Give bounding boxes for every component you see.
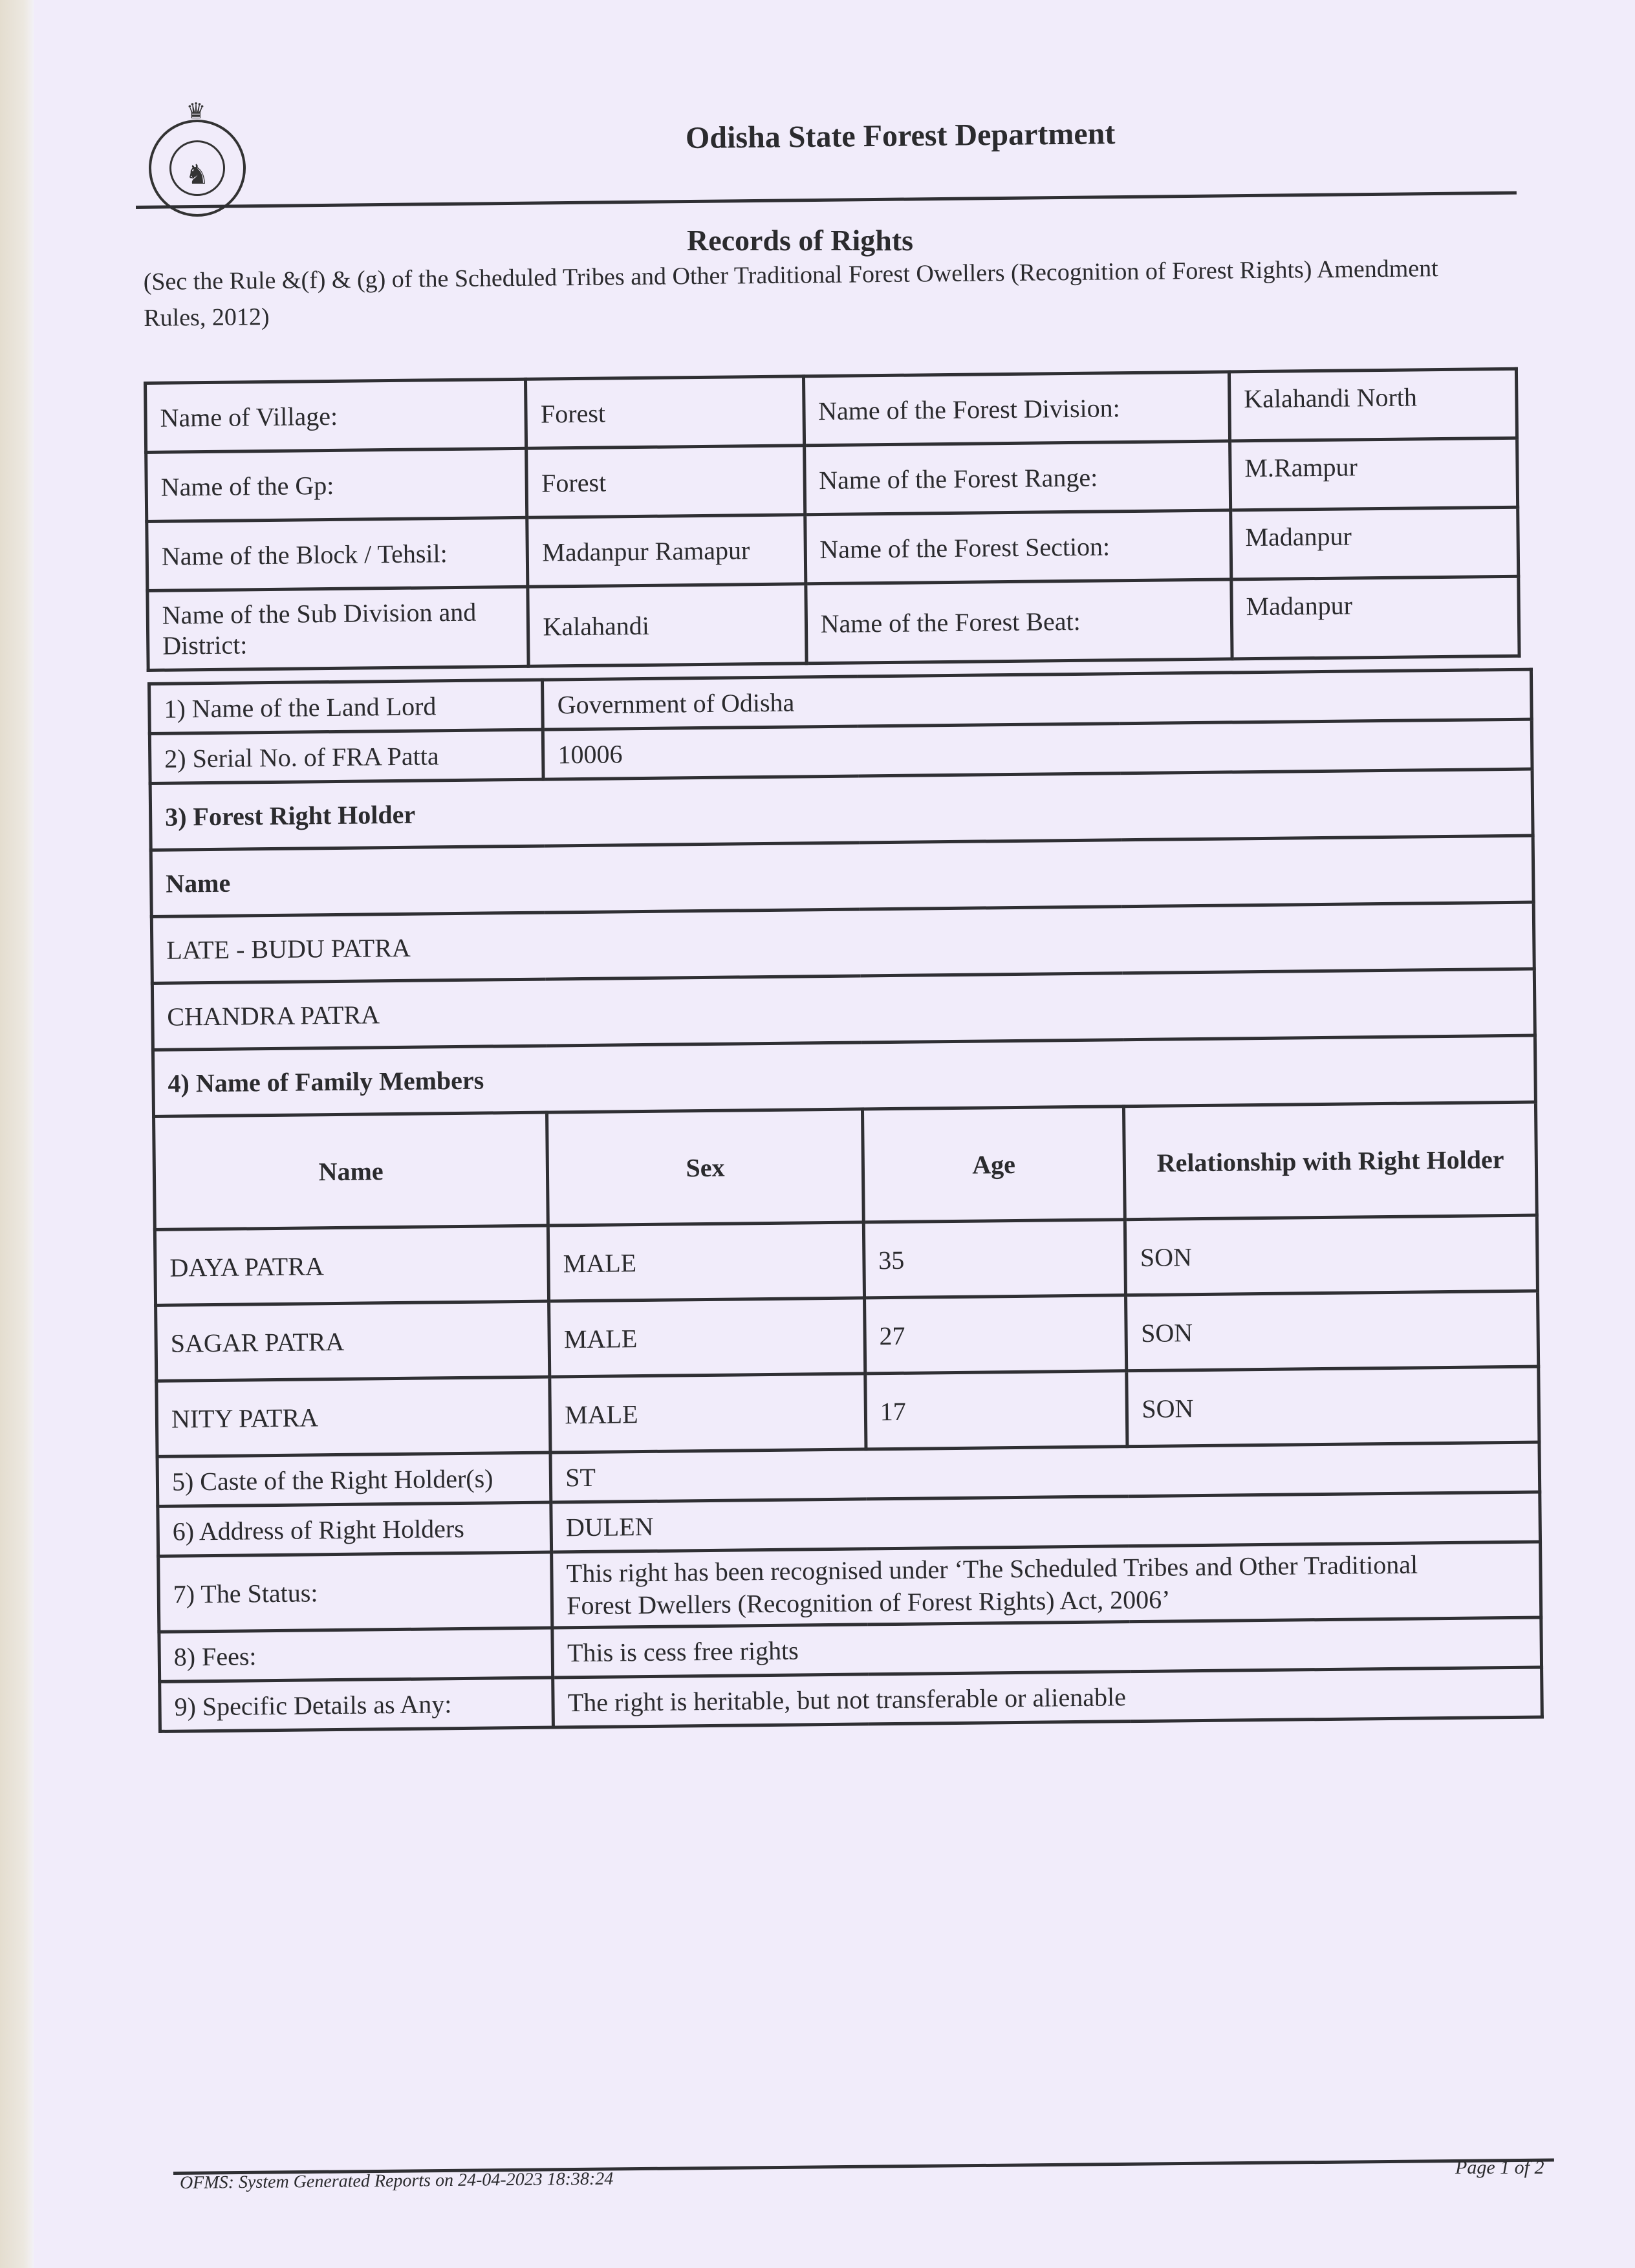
page-number: Page 1 of 2 xyxy=(1455,2157,1544,2178)
table-row xyxy=(157,1366,1539,1456)
table-row xyxy=(158,1542,1541,1632)
generated-timestamp: OFMS: System Generated Reports on 24-04-2023 18:38:24 xyxy=(179,2168,614,2193)
fees-value: This is cess free rights xyxy=(552,1617,1541,1678)
gp-label: Name of the Gp: xyxy=(146,448,528,521)
beat-value: Madanpur xyxy=(1231,576,1519,659)
emblem-inner-ring xyxy=(169,140,225,196)
serial-label: 2) Serial No. of FRA Patta xyxy=(149,729,543,783)
table-row xyxy=(156,1291,1539,1381)
holder-name-heading: Name xyxy=(151,836,1533,916)
member-name: NITY PATRA xyxy=(157,1377,550,1456)
fees-label: 8) Fees: xyxy=(159,1628,553,1681)
status-line-1: This right has been recognised under ‘The Scheduled Tribes and Other Traditional xyxy=(566,1550,1418,1588)
range-value: M.Rampur xyxy=(1229,438,1517,510)
member-relationship: SON xyxy=(1127,1366,1539,1447)
serial-value: 10006 xyxy=(543,719,1532,779)
village-label: Name of Village: xyxy=(146,379,527,452)
beat-label: Name of the Forest Beat: xyxy=(805,579,1231,664)
address-value: DULEN xyxy=(551,1492,1540,1552)
column-header-name: Name xyxy=(154,1112,548,1229)
status-line-2: Forest Dwellers (Recognition of Forest Rights) Act, 2006’ xyxy=(567,1584,1171,1621)
landlord-value: Government of Odisha xyxy=(543,669,1532,729)
member-name: SAGAR PATRA xyxy=(156,1301,550,1381)
division-label: Name of the Forest Division: xyxy=(803,372,1229,446)
gp-value: Forest xyxy=(526,446,805,517)
family-header-row xyxy=(154,1102,1537,1229)
department-title: Odisha State Forest Department xyxy=(685,116,1116,155)
member-sex: MALE xyxy=(550,1374,866,1453)
division-value: Kalahandi North xyxy=(1229,369,1517,441)
member-relationship: SON xyxy=(1125,1215,1538,1295)
status-value xyxy=(552,1542,1541,1628)
document-title: Records of Rights xyxy=(687,224,914,257)
member-age: 17 xyxy=(865,1371,1128,1449)
family-heading: 4) Name of Family Members xyxy=(153,1035,1535,1116)
member-sex: MALE xyxy=(548,1222,865,1301)
subdivision-value: Kalahandi xyxy=(528,584,806,666)
holder-name: CHANDRA PATRA xyxy=(152,969,1535,1050)
column-header-sex: Sex xyxy=(547,1109,863,1226)
block-label: Name of the Block / Tehsil: xyxy=(147,517,528,590)
holder-name: LATE - BUDU PATRA xyxy=(151,902,1534,983)
holder-heading: 3) Forest Right Holder xyxy=(150,769,1533,850)
subdivision-label: Name of the Sub Division and District: xyxy=(147,587,529,670)
member-age: 35 xyxy=(863,1220,1126,1298)
caste-label: 5) Caste of the Right Holder(s) xyxy=(157,1453,551,1506)
details-label: 9) Specific Details as Any: xyxy=(160,1678,554,1731)
village-value: Forest xyxy=(526,376,804,448)
column-header-relationship: Relationship with Right Holder xyxy=(1124,1102,1537,1220)
document-subtitle: (Sec the Rule &(f) & (g) of the Scheduled Tribes and Other Traditional Forest Owellers (Recognition of Forest Rights) Amendment Rules, 2012) xyxy=(143,255,1438,332)
address-label: 6) Address of Right Holders xyxy=(158,1502,552,1556)
record-table xyxy=(147,668,1544,1733)
page-edge xyxy=(0,0,34,2268)
block-value: Madanpur Ramapur xyxy=(527,515,805,587)
lion-capital-icon: ♛ xyxy=(186,100,206,124)
landlord-label: 1) Name of the Land Lord xyxy=(149,680,543,733)
status-label: 7) The Status: xyxy=(158,1552,552,1632)
table-row xyxy=(147,576,1519,670)
caste-value: ST xyxy=(550,1442,1539,1502)
table-row xyxy=(155,1215,1537,1305)
section-value: Madanpur xyxy=(1231,507,1519,579)
member-relationship: SON xyxy=(1126,1291,1539,1371)
member-age: 27 xyxy=(864,1295,1127,1374)
column-header-age: Age xyxy=(862,1107,1125,1222)
member-name: DAYA PATRA xyxy=(155,1226,548,1305)
range-label: Name of the Forest Range: xyxy=(804,441,1230,515)
section-label: Name of the Forest Section: xyxy=(805,510,1231,584)
state-emblem-icon xyxy=(149,120,246,217)
details-value: The right is heritable, but not transferable or alienable xyxy=(553,1667,1542,1727)
horse-icon: ♞ xyxy=(185,160,210,190)
member-sex: MALE xyxy=(549,1298,865,1377)
location-table xyxy=(144,367,1521,672)
